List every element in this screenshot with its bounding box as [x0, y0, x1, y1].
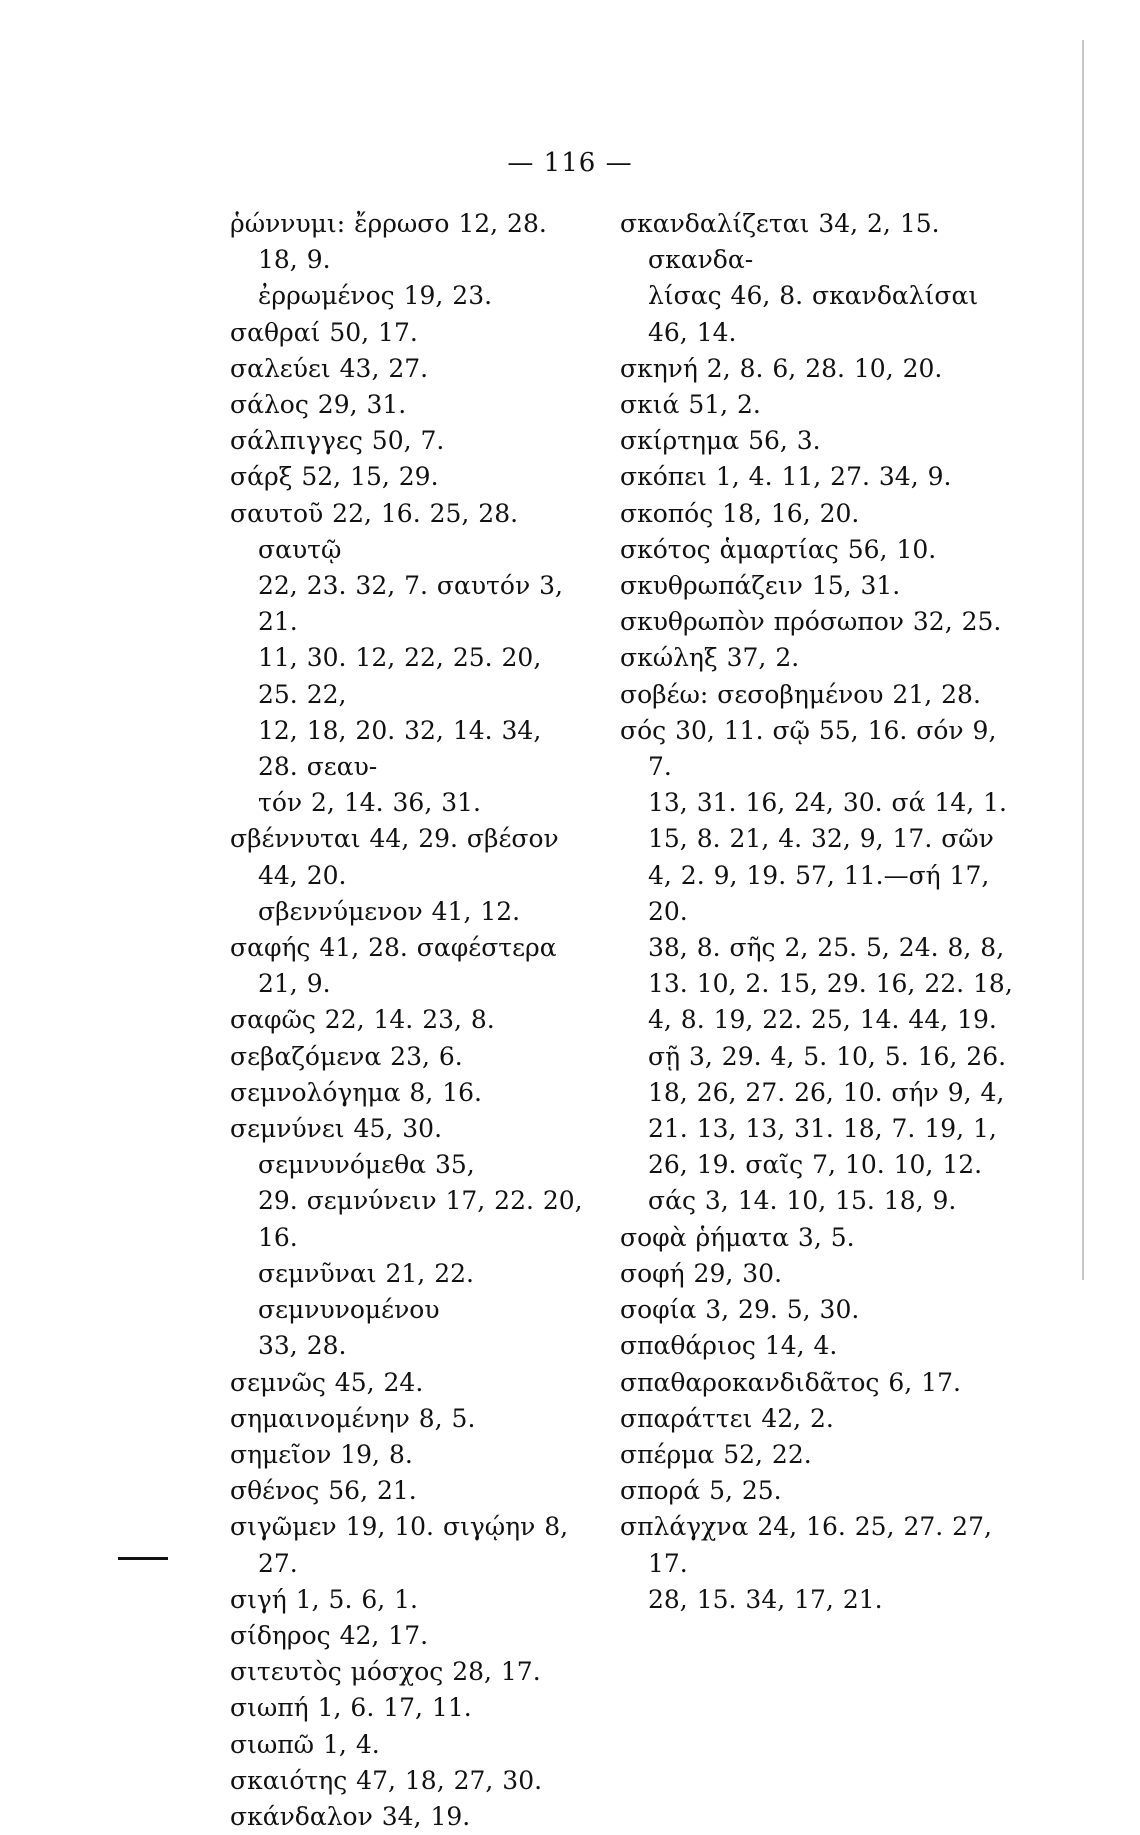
index-line: σαυτοῦ 22, 16. 25, 28. σαυτῷ: [230, 498, 527, 564]
index-line: σεμνῶς 45, 24.: [230, 1367, 424, 1397]
index-line: σκηνή 2, 8. 6, 28. 10, 20.: [620, 353, 943, 383]
index-line: σιωπῶ 1, 4.: [230, 1729, 380, 1759]
index-line: σός 30, 11. σῷ 55, 16. σόν 9, 7.: [620, 715, 1006, 782]
index-line: ἐρρωμένος 19, 23.: [258, 281, 493, 311]
scan-edge-line: [1082, 40, 1084, 1280]
index-line: σπαράττει 42, 2.: [620, 1403, 834, 1433]
index-line: 21. 13, 13, 31. 18, 7. 19, 1,: [648, 1114, 997, 1144]
index-line: σκαιότης 47, 18, 27, 30.: [230, 1765, 543, 1795]
index-line: 4, 2. 9, 19. 57, 11.—σή 17, 20.: [648, 860, 999, 926]
index-line: σεμνῦναι 21, 22. σεμνυνομένου: [258, 1258, 483, 1325]
index-line: σβεννύμενον 41, 12.: [258, 896, 521, 926]
index-line: ῥώννυμι: ἔρρωσο 12, 28. 18, 9.: [230, 209, 556, 275]
index-line: σπαθάριος 14, 4.: [620, 1331, 838, 1361]
index-line: σθένος 56, 21.: [230, 1476, 417, 1506]
index-line: σκιά 51, 2.: [620, 390, 761, 420]
index-line: 4, 8. 19, 22. 25, 14. 44, 19.: [648, 1005, 997, 1035]
index-line: σπέρμα 52, 22.: [620, 1439, 812, 1469]
index-line: 26, 19. σαῖς 7, 10. 10, 12.: [648, 1150, 983, 1180]
index-line: 12, 18, 20. 32, 14. 34, 28. σεαυ-: [258, 715, 551, 782]
index-line: σοβέω: σεσοβημένου 21, 28.: [620, 679, 981, 709]
index-line: 18, 26, 27. 26, 10. σήν 9, 4,: [648, 1077, 1005, 1107]
index-line: 13, 31. 16, 24, 30. σά 14, 1.: [648, 788, 1007, 818]
page-number: — 116 —: [507, 148, 633, 178]
index-line: σπορά 5, 25.: [620, 1476, 782, 1506]
index-line: σβέννυται 44, 29. σβέσον 44, 20.: [230, 824, 568, 890]
index-line: 28, 15. 34, 17, 21.: [648, 1584, 883, 1614]
index-line: σκανδαλίζεται 34, 2, 15. σκανδα-: [620, 209, 949, 275]
index-line: 29. σεμνύνειν 17, 22. 20, 16.: [258, 1186, 592, 1252]
index-line: 22, 23. 32, 7. σαυτόν 3, 21.: [258, 571, 572, 637]
index-line: σκίρτημα 56, 3.: [620, 426, 821, 456]
index-line: σκόπει 1, 4. 11, 27. 34, 9.: [620, 462, 952, 492]
index-line: 33, 28.: [258, 1331, 347, 1361]
index-line: σκάνδαλον 34, 19.: [230, 1801, 471, 1831]
index-line: σπλάγχνα 24, 16. 25, 27. 27, 17.: [620, 1512, 1001, 1578]
index-line: σάς 3, 14. 10, 15. 18, 9.: [648, 1186, 957, 1216]
index-line: σημαινομένην 8, 5.: [230, 1403, 476, 1433]
index-line: σκότος ἁμαρτίας 56, 10.: [620, 534, 937, 564]
index-line: σαφῶς 22, 14. 23, 8.: [230, 1005, 495, 1035]
index-line: σῇ 3, 29. 4, 5. 10, 5. 16, 26.: [648, 1041, 1007, 1071]
index-line: σάρξ 52, 15, 29.: [230, 462, 439, 492]
index-line: 11, 30. 12, 22, 25. 20, 25. 22,: [258, 643, 551, 709]
index-line: λίσας 46, 8. σκανδαλίσαι 46, 14.: [648, 281, 988, 347]
footer-dash: [118, 1557, 168, 1560]
right-column: [620, 206, 1020, 1618]
index-line: σκυθρωπάζειν 15, 31.: [620, 571, 901, 601]
index-line: σεμνύνει 45, 30. σεμνυνόμεθα 35,: [230, 1114, 475, 1180]
index-line: σιωπή 1, 6. 17, 11.: [230, 1693, 472, 1723]
index-line: σιγή 1, 5. 6, 1.: [230, 1584, 418, 1614]
index-line: 15, 8. 21, 4. 32, 9, 17. σῶν: [648, 824, 994, 854]
index-line: σκώληξ 37, 2.: [620, 643, 800, 673]
index-line: σοφὰ ῥήματα 3, 5.: [620, 1222, 855, 1252]
index-line: σεβαζόμενα 23, 6.: [230, 1041, 463, 1071]
index-line: 13. 10, 2. 15, 29. 16, 22. 18,: [648, 969, 1013, 999]
index-line: σίδηρος 42, 17.: [230, 1620, 429, 1650]
index-line: τόν 2, 14. 36, 31.: [258, 788, 481, 818]
index-line: σκοπός 18, 16, 20.: [620, 498, 860, 528]
index-line: σαλεύει 43, 27.: [230, 353, 429, 383]
left-column: [230, 206, 592, 1835]
index-line: σκυθρωπὸν πρόσωπον 32, 25.: [620, 607, 1002, 637]
index-line: σοφή 29, 30.: [620, 1258, 783, 1288]
index-line: σάλος 29, 31.: [230, 390, 407, 420]
index-line: σεμνολόγημα 8, 16.: [230, 1077, 482, 1107]
index-line: σημεῖον 19, 8.: [230, 1439, 413, 1469]
index-line: σιτευτὸς μόσχος 28, 17.: [230, 1657, 541, 1687]
index-line: σπαθαροκανδιδᾶτος 6, 17.: [620, 1367, 961, 1397]
index-line: σαθραί 50, 17.: [230, 317, 418, 347]
index-line: σοφία 3, 29. 5, 30.: [620, 1295, 860, 1325]
index-line: σάλπιγγες 50, 7.: [230, 426, 445, 456]
index-line: 38, 8. σῆς 2, 25. 5, 24. 8, 8,: [648, 933, 1005, 963]
index-line: σαφής 41, 28. σαφέστερα 21, 9.: [230, 933, 566, 999]
index-line: σιγῶμεν 19, 10. σιγῴην 8, 27.: [230, 1512, 578, 1578]
